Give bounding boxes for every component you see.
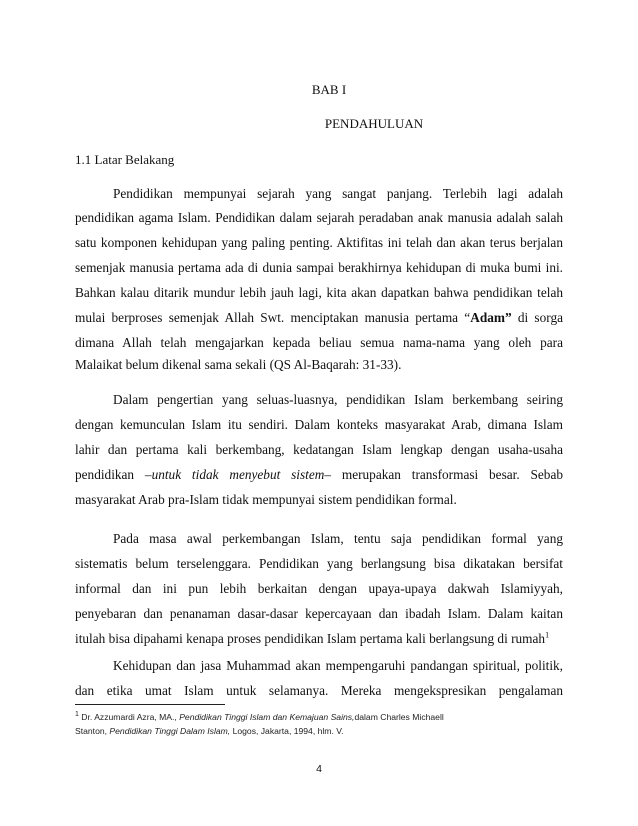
footnote-publisher: Logos, Jakarta, 1994, hlm. V. bbox=[230, 726, 344, 736]
paragraph-1-line-8: Malaikat belum dikenal sama sekali (QS Al-Baqarah: 31-33). bbox=[75, 357, 402, 372]
footnote-author: Dr. Azzumardi Azra, MA., bbox=[78, 711, 180, 722]
paragraph-1-line-4: semenjak manusia pertama ada di dunia sampai berakhirnya kehidupan di muka bumi ini. bbox=[75, 260, 563, 275]
paragraph-2-line-3: lahir dan pertama kali berkembang, kedatangan Islam lengkap dengan usaha-usaha bbox=[75, 442, 563, 457]
chapter-title: PENDAHULUAN bbox=[324, 116, 424, 131]
paragraph-4-line-1: Kehidupan dan jasa Muhammad akan mempengaruhi pandangan spiritual, politik, bbox=[113, 658, 563, 673]
paragraph-1-line-1: Pendidikan mempunyai sejarah yang sangat panjang. Terlebih lagi adalah bbox=[113, 186, 563, 201]
section-title: 1.1 Latar Belakang bbox=[75, 152, 175, 167]
paragraph-3-line-1: Pada masa awal perkembangan Islam, tentu saja pendidikan formal yang bbox=[113, 531, 563, 546]
paragraph-1-line-2: pendidikan agama Islam. Pendidikan dalam sejarah peradaban anak manusia adalah salah bbox=[75, 210, 563, 225]
paragraph-2-line-5: masyarakat Arab pra-Islam tidak mempunyai sistem pendidikan formal. bbox=[75, 492, 457, 507]
line-6-text-post: di sorga bbox=[511, 310, 563, 325]
footnote-reference[interactable]: 1 bbox=[545, 630, 550, 640]
page-number: 4 bbox=[316, 763, 322, 775]
footnote-mid: dalam Charles Michaell bbox=[354, 711, 444, 722]
paragraph-3-line-2: sistematis belum terselenggara. Pendidikan yang berlangsung bisa dikatakan bersifat bbox=[75, 556, 563, 571]
paragraph-2-line-2: dengan kemunculan Islam itu sendiri. Dalam konteks masyarakat Arab, dimana Islam bbox=[75, 417, 563, 432]
chapter-label: BAB I bbox=[311, 82, 347, 97]
paragraph-1-line-3: satu komponen kehidupan yang paling penting. Aktifitas ini telah dan akan terus berjalan bbox=[75, 235, 563, 250]
adam-bold-text: Adam” bbox=[470, 310, 512, 325]
footnote-separator bbox=[75, 704, 225, 705]
footnote-number: 1 bbox=[75, 711, 79, 718]
footnote-title-2: Pendidikan Tinggi Dalam Islam, bbox=[109, 726, 231, 736]
line-4-text-post: – merupakan transformasi besar. Sebab bbox=[324, 467, 564, 482]
italic-phrase: untuk tidak menyebut sistem bbox=[151, 467, 325, 482]
paragraph-1-line-5: Bahkan kalau ditarik mundur lebih jauh lagi, kita akan dapatkan bahwa pendidikan telah bbox=[75, 285, 563, 300]
paragraph-1-line-7: dimana Allah telah mengajarkan kepada beliau semua nama-nama yang oleh para bbox=[75, 335, 563, 350]
footnote-editor: Stanton, bbox=[75, 726, 110, 736]
paragraph-2-line-1: Dalam pengertian yang seluas-luasnya, pendidikan Islam berkembang seiring bbox=[113, 392, 563, 407]
footnote-title-1: Pendidikan Tinggi Islam dan Kemajuan Sains, bbox=[179, 711, 355, 722]
paragraph-3-line-4: penyebaran dan penanaman dasar-dasar kepercayaan dan ibadah Islam. Dalam kaitan bbox=[75, 606, 563, 621]
line-6-text-pre: mulai berproses semenjak Allah Swt. menciptakan manusia pertama “ bbox=[75, 310, 471, 325]
paragraph-2-line-4 bbox=[75, 467, 563, 483]
line-5-text: itulah bisa dipahami kenapa proses pendidikan Islam pertama kali berlangsung di rumah bbox=[75, 631, 546, 646]
line-4-text-pre: pendidikan – bbox=[75, 467, 152, 482]
paragraph-1-line-6 bbox=[75, 310, 563, 326]
paragraph-3-line-3: informal dan ini pun lebih berkaitan dengan upaya-upaya dakwah Islamiyyah, bbox=[75, 581, 563, 596]
paragraph-3-line-5 bbox=[75, 631, 563, 647]
paragraph-4-line-2: dan etika umat Islam untuk selamanya. Mereka mengekspresikan pengalaman bbox=[75, 683, 563, 698]
footnote-line-2 bbox=[75, 726, 344, 736]
footnote-line-1 bbox=[75, 711, 444, 722]
